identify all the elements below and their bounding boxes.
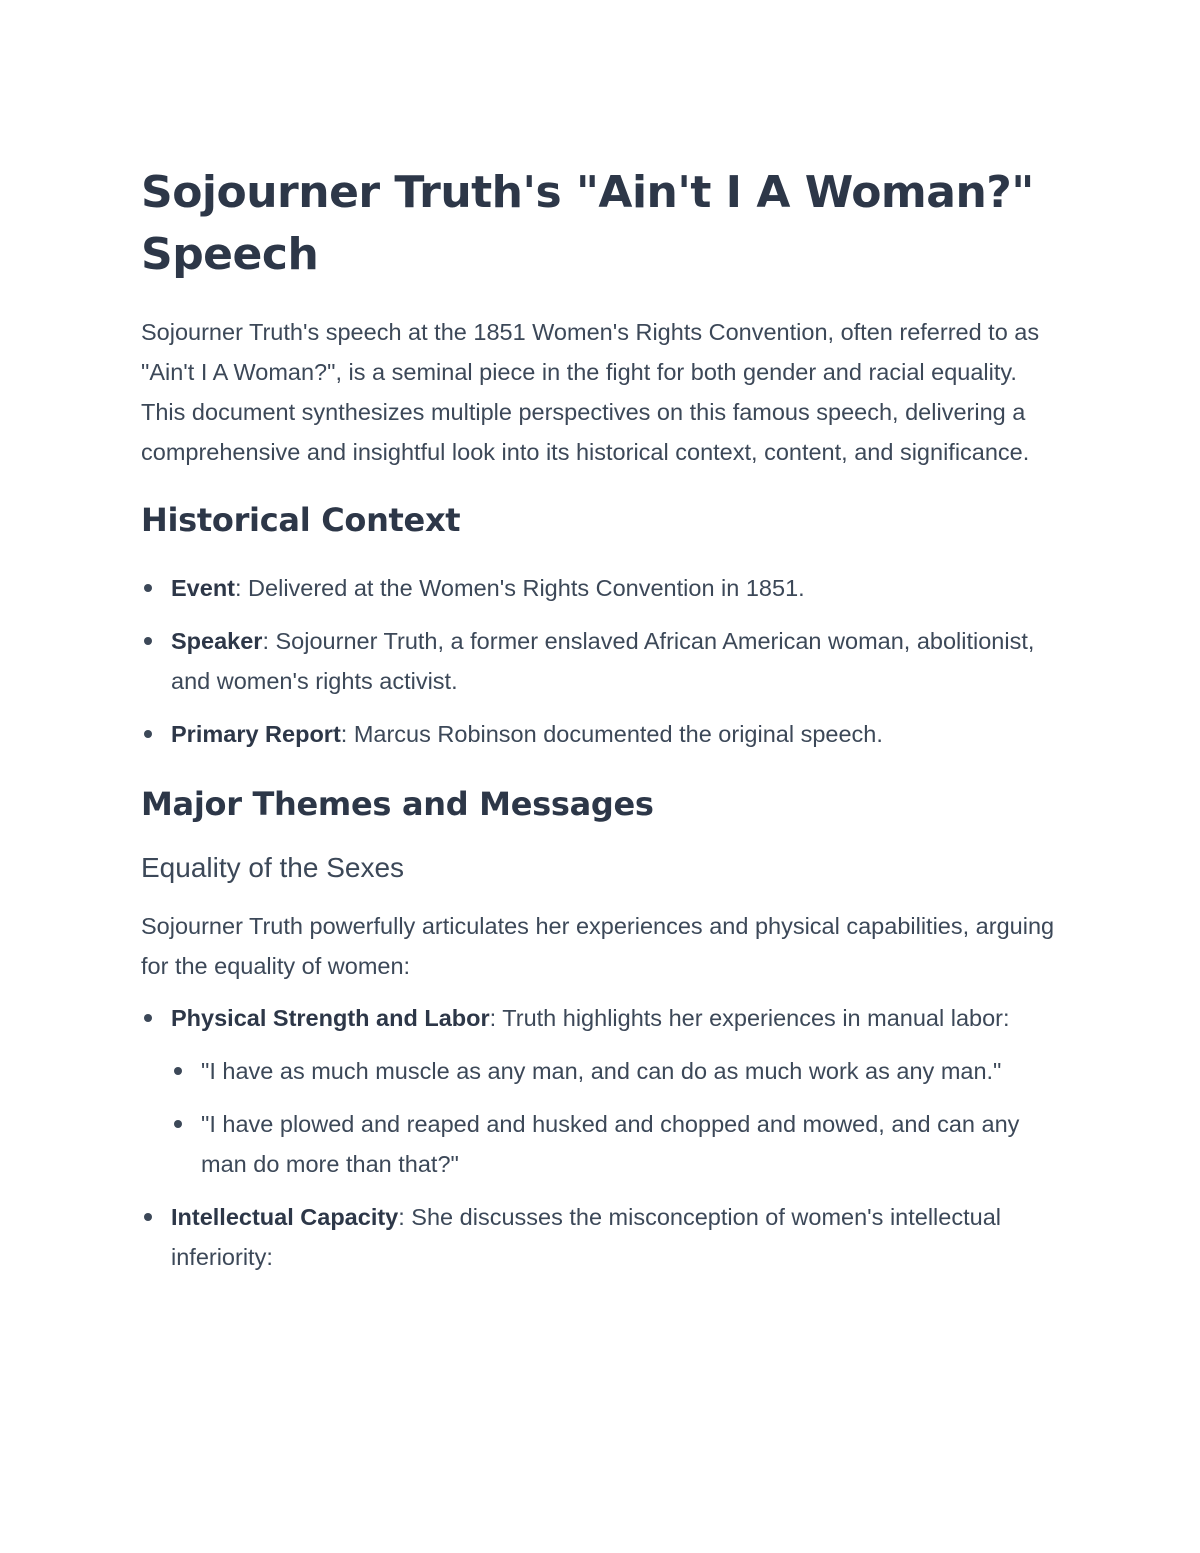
section-heading-major-themes: Major Themes and Messages xyxy=(141,785,654,823)
list-item-text: : Delivered at the Women's Rights Convention in 1851. xyxy=(235,575,805,601)
quote-item: "I have plowed and reaped and husked and chopped and mowed, and can any man do more than that?" xyxy=(171,1104,1061,1184)
intro-paragraph: Sojourner Truth's speech at the 1851 Women's Rights Convention, often referred to as "Ain't I A Woman?", is a seminal piece in the fight for both gender and racial equality. This document synthesizes multiple perspectives on this famous speech, delivering a comprehensive and insightful look into its historical context, content, and significance. xyxy=(141,319,1040,465)
list-item-term: Intellectual Capacity xyxy=(171,1204,399,1230)
list-item-term: Primary Report xyxy=(171,721,341,747)
major-themes-list xyxy=(141,998,1061,1277)
document-page xyxy=(141,162,1061,1290)
quote-list xyxy=(171,1051,1061,1184)
list-item-text: : Truth highlights her experiences in manual labor: xyxy=(489,1005,1010,1031)
historical-context-list xyxy=(141,568,1061,754)
subsection-heading-equality: Equality of the Sexes xyxy=(141,852,405,883)
list-item-text: : She discusses the misconception of women's intellectual inferiority: xyxy=(171,1204,1001,1270)
list-item-text: : Marcus Robinson documented the original speech. xyxy=(340,721,883,747)
list-item xyxy=(141,998,1061,1184)
list-item xyxy=(141,714,1061,754)
list-item-term: Physical Strength and Labor xyxy=(171,1005,490,1031)
list-item-text: : Sojourner Truth, a former enslaved African American woman, abolitionist, and women's rights activist. xyxy=(171,628,1035,694)
list-item xyxy=(141,621,1061,701)
equality-paragraph: Sojourner Truth powerfully articulates her experiences and physical capabilities, arguing for the equality of women: xyxy=(141,913,1055,979)
document-title: Sojourner Truth's "Ain't I A Woman?" Speech xyxy=(141,167,1034,280)
list-item-term: Event xyxy=(171,575,235,601)
list-item xyxy=(141,1197,1061,1277)
quote-item: "I have as much muscle as any man, and can do as much work as any man." xyxy=(171,1051,1061,1091)
section-heading-historical-context: Historical Context xyxy=(141,501,461,539)
list-item xyxy=(141,568,1061,608)
list-item-term: Speaker xyxy=(171,628,263,654)
